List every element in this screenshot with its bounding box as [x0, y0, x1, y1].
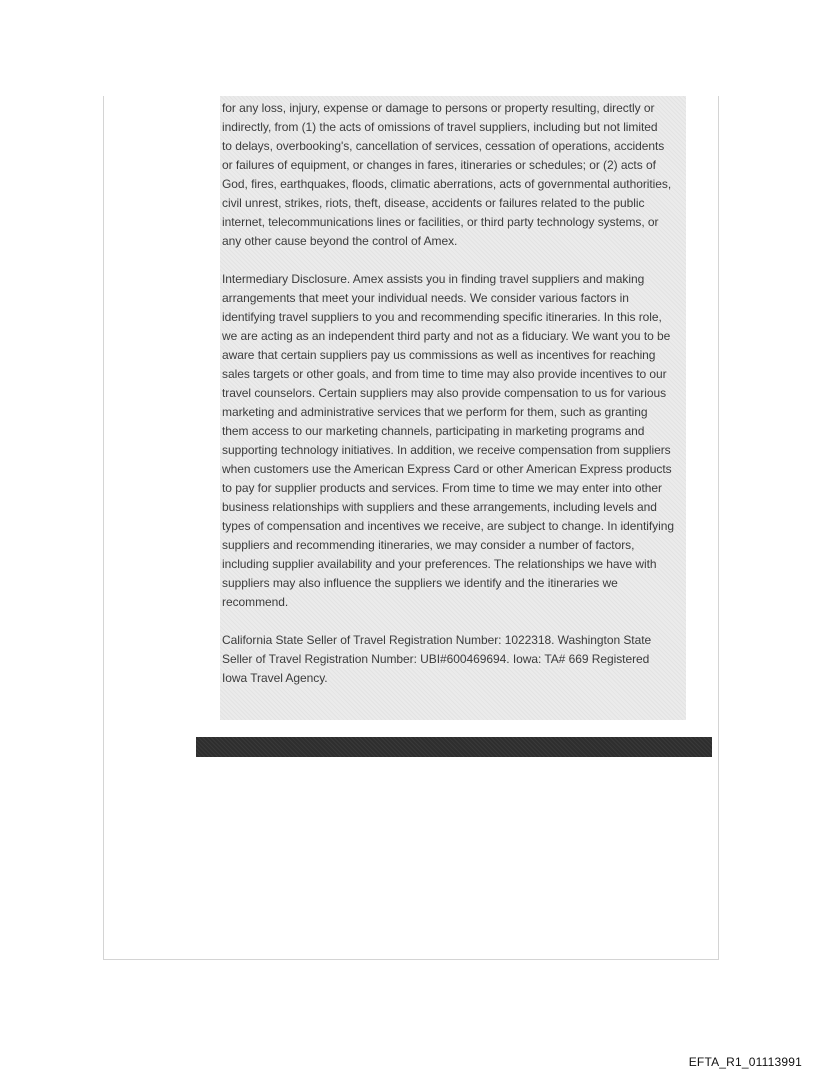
- footer-bar: [196, 737, 712, 757]
- registration-paragraph: California State Seller of Travel Registration Number: 1022318. Washington State Seller of Travel Registration Number: UBI#600469694. Iowa: TA# 669 Registered Iowa Travel Agency.: [222, 633, 652, 685]
- intermediary-disclosure-paragraph: Intermediary Disclosure. Amex assists you in finding travel suppliers and making arrangements that meet your individual needs. We consider various factors in identifying travel suppliers to you and recommending specific itineraries. In this role, we are acting as an independent third party and not as a fiduciary. We want you to be aware that certain suppliers pay us commissions as well as incentives for reaching sales targets or other goals, and from time to time may also provide incentives to our travel counselors. Certain suppliers may also provide compensation to us for various marketing and administrative services that we perform for them, such as granting them access to our marketing channels, participating in marketing programs and supporting technology initiatives. In addition, we receive compensation from suppliers when customers use the American Express Card or other American Express products to pay for supplier products and services. From time to time we may enter into other business relationships with suppliers and these arrangements, including levels and types of compensation and incentives we receive, are subject to change. In identifying suppliers and recommending itineraries, we may consider a number of factors, including supplier availability and your preferences. The relationships we have with suppliers may also influence the suppliers we identify and the itineraries we recommend.: [222, 272, 674, 609]
- disclosure-block: [220, 96, 686, 720]
- document-id: EFTA_R1_01113991: [688, 1055, 802, 1069]
- liability-paragraph: for any loss, injury, expense or damage to persons or property resulting, directly or indirectly, from (1) the acts of omissions of travel suppliers, including but not limited to delays, overbooking's, cancellation of services, cessation of operations, accidents or failures of equipment, or changes in fares, itineraries or schedules; or (2) acts of God, fires, earthquakes, floods, climatic aberrations, acts of governmental authorities, civil unrest, strikes, riots, theft, disease, accidents or failures related to the public internet, telecommunications lines or facilities, or third party technology systems, or any other cause beyond the control of Amex.: [222, 101, 672, 248]
